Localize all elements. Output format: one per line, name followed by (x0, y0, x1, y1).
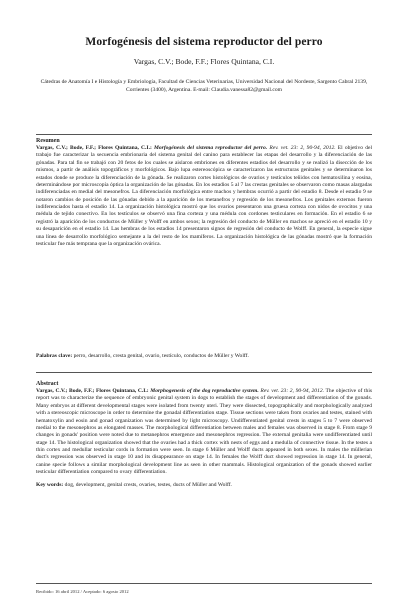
paper-authors: Vargas, C.V.; Bode, F.F.; Flores Quintana, C.I. (133, 57, 275, 66)
received-accepted-dates: Recibido: 16 abril 2012 / Aceptado: 6 agosto 2012 (36, 589, 129, 594)
key-words (36, 482, 372, 489)
resumen-lead: Vargas, C.V.; Bode, F.F.; Flores Quintana, C.I.: (36, 145, 152, 151)
resumen-paragraph (36, 145, 372, 248)
resumen-lead-title: Morfogénesis del sistema reproductor del perro. (153, 145, 268, 151)
palabras-clave-label: Palabras clave: (36, 353, 73, 359)
palabras-clave-section (36, 353, 372, 360)
resumen-section (36, 134, 372, 248)
palabras-clave-text: perro, desarrollo, cresta genital, ovario, testículo, conductos de Müller y Wolff. (73, 353, 249, 359)
abstract-lead-title: Morphogenesis of the dog reproductive system. (150, 388, 259, 394)
abstract-body: The objective of this report was to characterize the sequence of embryonic genital system in dogs to establish the stages of development and differentiation of the gonads. Many embryos at different developmental stages were isolated from twenty uteri. They were dissected, topographically and morphologically analyzed with a stereoscopic microscope in order to determine the gonadal differentiation stage. Tissue sections were taken from ovaries and testes, stained with hematoxylin and eosin and gonad organization was determined by light microscopy. Undifferentiated genital crests in stages 5 to 7 were observed medial to the mesonephros as elongated masses. The morphological differentiation between males and females was observed in stage 8. From stage 9 changes in gonads' position were noted due to metanephros emergence and mesonephros regression. The external genitalia were undifferentiated until stage 14. The histological organization showed that the ovaries had a thick cortex with nests of eggs and a medulla of connective tissue. In the testes a thin cortex and medullar testicular cords in formation were seen. In stage 6 Müller and Wolff ducts appeared in both sexes. In males the müllerian duct's regression was observed in stage 10 and its disappearance on stage 14. In females the Wolff duct showed regression in stage 14. In general, canine specie follows a similar morphological development line as seen in other mammals. Histological organization of the gonads showed earlier testicular differentiation compared to ovary differentiation. (36, 388, 373, 476)
resumen-ref: Rev. vet. 23: 2, 90-94, 2012. (269, 145, 336, 151)
paper-affiliation: Cátedras de Anatomía I e Histología y Embriología, Facultad de Ciencias Veterinarias, Universidad Nacional del Nordeste, Sargento Cabral 2139, Corrientes (3400), Argentina. E-mail: Claudia.vanessa82@gmail.com (40, 79, 368, 93)
resumen-heading: Resumen (36, 138, 60, 144)
abstract-paragraph (36, 388, 372, 477)
abstract-ref: Rev. vet. 23: 2, 90-94, 2012. (260, 388, 325, 394)
paper-title: Morfogénesis del sistema reproductor del perro (85, 36, 323, 48)
palabras-clave (36, 353, 372, 360)
key-words-label: Key words: (36, 481, 64, 488)
resumen-body: El objetivo del trabajo fue caracterizar la secuencia embrionaria del sistema genital del canino para establecer las etapas del desarrollo y la diferenciación de las gónadas. Para tal fin se trabajó con 20 fetos de los cuales se aislaron embriones en diferentes estadios del desarrollo y se realizó la disección de los mismos, a partir de análisis topográficos y morfológicos. Bajo lupa estereoscópica se caracterizaron las estructuras genitales y se determinaron los estados donde se produce la diferenciación de la gónada. Se realizaron cortes histológicos de ovarios y testículos teñidos con hematoxilina y eosina, determinándose por microscopía óptica la organización de las gónadas. En los estadios 5 al 7 las crestas genitales se observaron como masas alargadas indiferenciadas en medial del mesonefros. La diferenciación morfológica entre machos y hembras ocurrió a partir del estadio 8. Desde el estadio 9 se notaron cambios de posición de las gónadas debido a la aparición de los metanefros y regresión de los mesonefros. Los genitales externos fueron indiferenciados hasta el estadio 14. La organización histológica mostró que los ovarios presentaron una gruesa corteza con nidos de ovocitos y una médula de tejido conectivo. En los testículos se observó una fina corteza y una médula con cordones testiculares en formación. En el estadio 6 se registró la aparición de los conductos de Müller y Wolff en ambos sexos; la regresión del conducto de Müller en machos se apreció en el estadio 10 y su desaparición en el estadio 14. Las hembras de los estadios 14 presentaron signos de regresión del conducto de Wolff. En general, la especie sigue una línea de desarrollo morfológico semejante a la del resto de los mamíferos. La organización histológica de las gónadas mostró que la formación testicular fue más temprana que la organización ovárica. (36, 145, 372, 247)
abstract-heading: Abstract (36, 381, 59, 387)
abstract-lead: Vargas, C.V.; Bode, F.F.; Flores Quintana, C.I.: (36, 388, 149, 394)
footer-rule (36, 583, 372, 584)
abstract-section (36, 372, 372, 489)
key-words-text: dog, development, genital crests, ovaries, testes, ducts of Müller and Wolff. (64, 481, 232, 488)
